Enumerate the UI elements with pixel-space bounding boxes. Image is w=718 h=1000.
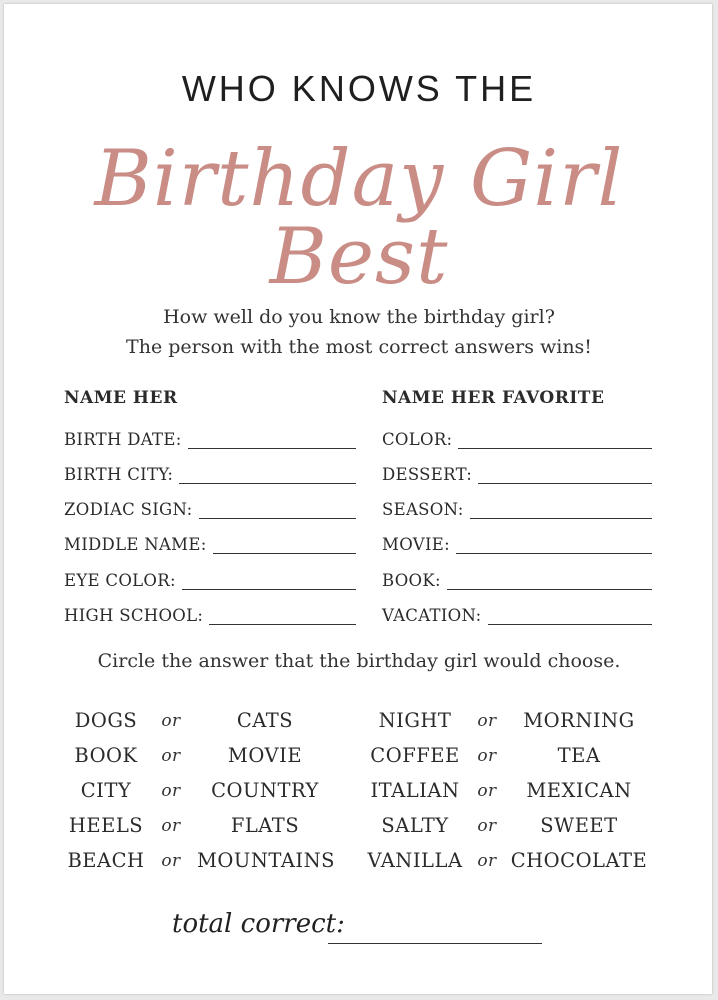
choice-option[interactable]: MEXICAN: [526, 779, 632, 802]
instruction-text: Circle the answer that the birthday girl would choose.: [97, 650, 621, 672]
question-label: EYE COLOR:: [64, 571, 176, 590]
total-correct-label: total correct:: [172, 909, 345, 939]
question-favorite-book: [382, 564, 652, 590]
answer-line[interactable]: [199, 500, 356, 519]
answer-line[interactable]: [213, 535, 356, 554]
answer-line[interactable]: [209, 606, 356, 625]
question-label: VACATION:: [382, 606, 482, 625]
question-label: BIRTH CITY:: [64, 465, 174, 484]
question-favorite-season: [382, 493, 652, 519]
question-label: HIGH SCHOOL:: [64, 606, 204, 625]
question-label: BIRTH DATE:: [64, 430, 182, 449]
answer-line[interactable]: [188, 430, 356, 449]
choice-option[interactable]: CITY: [80, 779, 132, 802]
answer-line[interactable]: [488, 606, 652, 625]
choice-option[interactable]: BOOK: [74, 744, 138, 767]
choice-option[interactable]: SALTY: [381, 814, 449, 837]
choice-option[interactable]: BEACH: [67, 849, 145, 872]
answer-line[interactable]: [478, 465, 652, 484]
choice-row-1-right: [0, 709, 718, 739]
answer-line[interactable]: [179, 465, 356, 484]
choice-row-4-right: [0, 814, 718, 844]
script-title: Birthday Girl Best: [94, 134, 624, 302]
choice-option[interactable]: NIGHT: [378, 709, 452, 732]
choice-row-3-right: [0, 779, 718, 809]
or-word: or: [161, 851, 181, 871]
question-label: COLOR:: [382, 430, 453, 449]
choice-option[interactable]: COFFEE: [370, 744, 460, 767]
or-word: or: [477, 851, 497, 871]
question-high-school: [64, 599, 356, 625]
choice-option[interactable]: FLATS: [230, 814, 300, 837]
total-correct: [172, 905, 552, 945]
choice-option[interactable]: SWEET: [540, 814, 618, 837]
choice-option[interactable]: DOGS: [74, 709, 138, 732]
choice-option[interactable]: MORNING: [523, 709, 635, 732]
question-birth-date: [64, 423, 356, 449]
total-correct-line[interactable]: [328, 943, 542, 944]
question-birth-city: [64, 458, 356, 484]
choice-option[interactable]: MOUNTAINS: [196, 849, 336, 872]
or-word: or: [477, 781, 497, 801]
choice-option[interactable]: ITALIAN: [370, 779, 460, 802]
question-label: MIDDLE NAME:: [64, 535, 207, 554]
or-word: or: [477, 711, 497, 731]
or-word: or: [161, 711, 181, 731]
or-word: or: [477, 816, 497, 836]
choice-option[interactable]: COUNTRY: [211, 779, 319, 802]
answer-line[interactable]: [458, 430, 652, 449]
answer-line[interactable]: [456, 535, 652, 554]
choice-row-2-right: [0, 744, 718, 774]
choice-option[interactable]: CHOCOLATE: [510, 849, 648, 872]
choice-row-5-right: [0, 849, 718, 879]
answer-line[interactable]: [182, 571, 356, 590]
question-label: MOVIE:: [382, 535, 450, 554]
question-eye-color: [64, 564, 356, 590]
question-middle-name: [64, 528, 356, 554]
intro-text: [0, 302, 718, 362]
question-label: DESSERT:: [382, 465, 473, 484]
choice-option[interactable]: HEELS: [68, 814, 144, 837]
intro-line-2: The person with the most correct answers wins!: [126, 336, 592, 358]
choice-option[interactable]: MOVIE: [227, 744, 303, 767]
or-word: or: [161, 816, 181, 836]
or-word: or: [161, 746, 181, 766]
question-favorite-color: [382, 423, 652, 449]
choice-option[interactable]: CATS: [236, 709, 294, 732]
intro-line-1: How well do you know the birthday girl?: [163, 306, 555, 328]
or-word: or: [161, 781, 181, 801]
question-label: ZODIAC SIGN:: [64, 500, 193, 519]
choice-option[interactable]: VANILLA: [367, 849, 463, 872]
question-favorite-movie: [382, 528, 652, 554]
title-heading: WHO KNOWS THE: [181, 68, 537, 109]
right-section-heading: NAME HER FAVORITE: [382, 388, 605, 408]
question-favorite-dessert: [382, 458, 652, 484]
answer-line[interactable]: [470, 500, 652, 519]
question-label: SEASON:: [382, 500, 464, 519]
or-word: or: [477, 746, 497, 766]
choice-option[interactable]: TEA: [557, 744, 601, 767]
left-section-heading: NAME HER: [64, 388, 178, 408]
answer-line[interactable]: [447, 571, 652, 590]
question-favorite-vacation: [382, 599, 652, 625]
question-zodiac-sign: [64, 493, 356, 519]
question-label: BOOK:: [382, 571, 441, 590]
